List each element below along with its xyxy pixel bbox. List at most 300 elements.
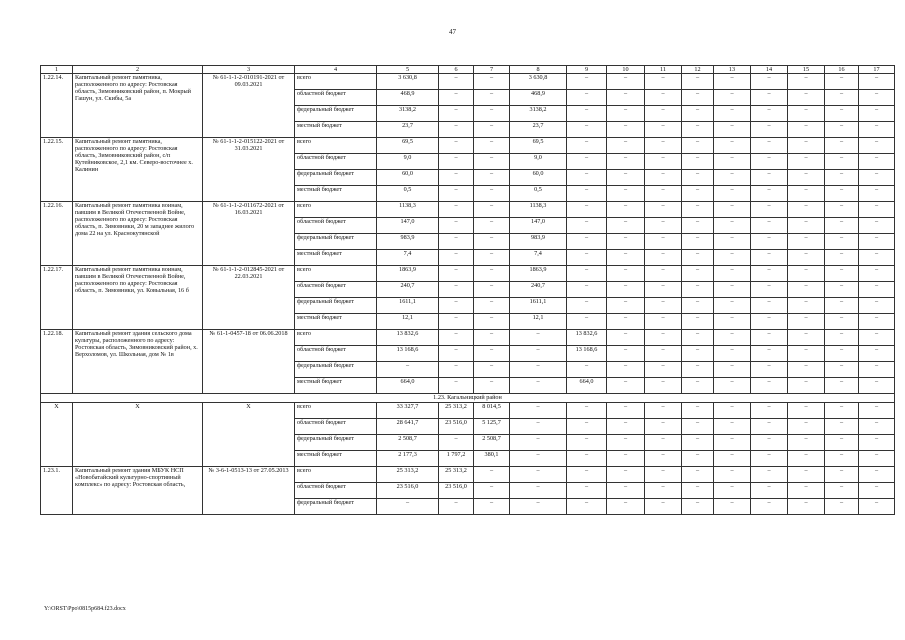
amount-cell: 147,0: [510, 218, 567, 234]
column-number: 4: [295, 66, 377, 74]
amount-cell: –: [751, 170, 788, 186]
amount-cell: –: [567, 122, 607, 138]
amount-cell: –: [567, 154, 607, 170]
amount-cell: –: [645, 403, 682, 419]
amount-cell: 664,0: [377, 378, 439, 394]
funding-source: местный бюджет: [295, 250, 377, 266]
amount-cell: –: [788, 467, 825, 483]
amount-cell: –: [825, 467, 859, 483]
amount-cell: –: [567, 186, 607, 202]
amount-cell: 23 516,0: [377, 483, 439, 499]
amount-cell: –: [439, 202, 474, 218]
funding-source: областной бюджет: [295, 218, 377, 234]
column-number: 15: [788, 66, 825, 74]
amount-cell: –: [682, 499, 714, 515]
amount-cell: –: [567, 138, 607, 154]
amount-cell: 1 797,2: [439, 451, 474, 467]
amount-cell: –: [567, 282, 607, 298]
amount-cell: –: [825, 186, 859, 202]
amount-cell: 25 313,2: [377, 467, 439, 483]
amount-cell: –: [788, 419, 825, 435]
amount-cell: –: [714, 499, 751, 515]
item-number: 1.23.1.: [41, 467, 73, 515]
item-number: 1.22.17.: [41, 266, 73, 330]
amount-cell: –: [714, 314, 751, 330]
amount-cell: –: [825, 403, 859, 419]
amount-cell: –: [859, 419, 895, 435]
amount-cell: 380,1: [474, 451, 510, 467]
column-number-row: [41, 66, 895, 74]
amount-cell: –: [825, 202, 859, 218]
amount-cell: –: [474, 154, 510, 170]
amount-cell: –: [474, 282, 510, 298]
column-number: 13: [714, 66, 751, 74]
amount-cell: –: [714, 90, 751, 106]
amount-cell: –: [439, 435, 474, 451]
document-ref: № 3-6-1-0513-13 от 27.05.2013: [203, 467, 295, 515]
amount-cell: –: [751, 298, 788, 314]
amount-cell: 3 630,8: [510, 74, 567, 90]
amount-cell: –: [825, 362, 859, 378]
amount-cell: –: [714, 154, 751, 170]
column-number: 10: [607, 66, 645, 74]
funding-source: всего: [295, 330, 377, 346]
amount-cell: –: [751, 138, 788, 154]
amount-cell: 0,5: [510, 186, 567, 202]
amount-cell: –: [567, 435, 607, 451]
amount-cell: –: [714, 451, 751, 467]
amount-cell: –: [751, 330, 788, 346]
amount-cell: –: [645, 138, 682, 154]
amount-cell: –: [510, 435, 567, 451]
amount-cell: –: [788, 378, 825, 394]
funding-source: всего: [295, 202, 377, 218]
budget-table: [40, 65, 895, 515]
amount-cell: –: [714, 282, 751, 298]
amount-cell: –: [474, 314, 510, 330]
amount-cell: –: [645, 298, 682, 314]
amount-cell: –: [474, 266, 510, 282]
document-ref: Х: [203, 403, 295, 467]
amount-cell: –: [751, 378, 788, 394]
amount-cell: –: [682, 218, 714, 234]
amount-cell: –: [645, 483, 682, 499]
amount-cell: 2 177,3: [377, 451, 439, 467]
amount-cell: 23,7: [510, 122, 567, 138]
amount-cell: 13 168,6: [567, 346, 607, 362]
amount-cell: –: [645, 346, 682, 362]
amount-cell: 12,1: [510, 314, 567, 330]
amount-cell: –: [859, 467, 895, 483]
table-row: [41, 266, 895, 282]
amount-cell: –: [825, 250, 859, 266]
amount-cell: –: [825, 234, 859, 250]
funding-source: местный бюджет: [295, 186, 377, 202]
column-number: 3: [203, 66, 295, 74]
table-row: [41, 330, 895, 346]
column-number: 8: [510, 66, 567, 74]
amount-cell: –: [859, 250, 895, 266]
amount-cell: 1138,3: [377, 202, 439, 218]
amount-cell: –: [474, 250, 510, 266]
amount-cell: –: [682, 419, 714, 435]
amount-cell: –: [682, 451, 714, 467]
amount-cell: –: [788, 314, 825, 330]
funding-source: федеральный бюджет: [295, 435, 377, 451]
amount-cell: –: [825, 378, 859, 394]
amount-cell: 60,0: [510, 170, 567, 186]
column-number: 2: [73, 66, 203, 74]
amount-cell: 69,5: [510, 138, 567, 154]
object-name: Капитальный ремонт здания сельского дома культуры, расположенного по адресу: Ростовская область, Зимовниковский район, х. Верхоломов, ул. Школьная, дом № 1в: [73, 330, 203, 394]
amount-cell: –: [607, 362, 645, 378]
amount-cell: –: [751, 186, 788, 202]
amount-cell: 5 125,7: [474, 419, 510, 435]
table-row: [41, 467, 895, 483]
amount-cell: –: [607, 186, 645, 202]
amount-cell: –: [645, 202, 682, 218]
amount-cell: –: [859, 378, 895, 394]
amount-cell: 9,0: [510, 154, 567, 170]
amount-cell: –: [751, 362, 788, 378]
amount-cell: –: [510, 483, 567, 499]
amount-cell: –: [682, 467, 714, 483]
table-row: [41, 202, 895, 218]
amount-cell: –: [751, 74, 788, 90]
amount-cell: –: [714, 467, 751, 483]
amount-cell: –: [825, 314, 859, 330]
amount-cell: –: [859, 122, 895, 138]
table-row: [41, 138, 895, 154]
amount-cell: –: [788, 90, 825, 106]
amount-cell: –: [607, 266, 645, 282]
amount-cell: –: [859, 362, 895, 378]
object-name: Х: [73, 403, 203, 467]
amount-cell: –: [714, 218, 751, 234]
amount-cell: –: [510, 467, 567, 483]
funding-source: федеральный бюджет: [295, 170, 377, 186]
amount-cell: –: [645, 362, 682, 378]
amount-cell: –: [825, 266, 859, 282]
amount-cell: –: [751, 435, 788, 451]
amount-cell: –: [859, 234, 895, 250]
amount-cell: –: [567, 234, 607, 250]
amount-cell: –: [645, 314, 682, 330]
amount-cell: –: [714, 250, 751, 266]
item-number: 1.22.14.: [41, 74, 73, 138]
amount-cell: –: [439, 282, 474, 298]
amount-cell: –: [645, 435, 682, 451]
amount-cell: –: [751, 106, 788, 122]
amount-cell: –: [788, 266, 825, 282]
amount-cell: –: [859, 435, 895, 451]
file-path-footer: Y:\ORST\Ppo\0815p684.f23.docx: [44, 606, 126, 612]
amount-cell: –: [682, 314, 714, 330]
amount-cell: –: [788, 170, 825, 186]
column-number: 6: [439, 66, 474, 74]
amount-cell: –: [567, 403, 607, 419]
amount-cell: –: [788, 186, 825, 202]
amount-cell: –: [859, 170, 895, 186]
amount-cell: –: [714, 346, 751, 362]
column-number: 5: [377, 66, 439, 74]
amount-cell: 3138,2: [377, 106, 439, 122]
amount-cell: –: [607, 451, 645, 467]
amount-cell: 3 630,8: [377, 74, 439, 90]
amount-cell: –: [825, 346, 859, 362]
amount-cell: –: [714, 330, 751, 346]
amount-cell: –: [682, 346, 714, 362]
amount-cell: 23,7: [377, 122, 439, 138]
amount-cell: –: [788, 362, 825, 378]
amount-cell: –: [714, 106, 751, 122]
amount-cell: –: [474, 106, 510, 122]
district-header-row: [41, 394, 895, 403]
amount-cell: –: [859, 90, 895, 106]
amount-cell: –: [825, 218, 859, 234]
column-number: 16: [825, 66, 859, 74]
amount-cell: –: [788, 250, 825, 266]
amount-cell: –: [439, 218, 474, 234]
amount-cell: –: [439, 330, 474, 346]
amount-cell: 8 014,5: [474, 403, 510, 419]
amount-cell: –: [682, 298, 714, 314]
funding-source: федеральный бюджет: [295, 298, 377, 314]
amount-cell: 7,4: [510, 250, 567, 266]
amount-cell: –: [788, 122, 825, 138]
amount-cell: –: [825, 154, 859, 170]
amount-cell: –: [682, 106, 714, 122]
amount-cell: –: [859, 346, 895, 362]
amount-cell: –: [859, 186, 895, 202]
amount-cell: –: [567, 90, 607, 106]
amount-cell: –: [567, 250, 607, 266]
amount-cell: –: [474, 378, 510, 394]
funding-source: областной бюджет: [295, 419, 377, 435]
amount-cell: –: [825, 419, 859, 435]
amount-cell: –: [607, 378, 645, 394]
amount-cell: –: [682, 90, 714, 106]
amount-cell: –: [751, 202, 788, 218]
amount-cell: –: [567, 298, 607, 314]
object-name: Капитальный ремонт памятника, расположенного по адресу: Ростовская область, Зимовниковский район, с/п Кутейниковское, 2,1 км. Северо-восточнее х. Калинин: [73, 138, 203, 202]
amount-cell: –: [714, 403, 751, 419]
amount-cell: –: [645, 499, 682, 515]
amount-cell: –: [439, 298, 474, 314]
amount-cell: –: [751, 346, 788, 362]
amount-cell: 3138,2: [510, 106, 567, 122]
amount-cell: –: [825, 74, 859, 90]
amount-cell: –: [714, 266, 751, 282]
amount-cell: –: [714, 186, 751, 202]
item-number: 1.22.18.: [41, 330, 73, 394]
amount-cell: –: [607, 154, 645, 170]
amount-cell: –: [567, 451, 607, 467]
amount-cell: –: [607, 138, 645, 154]
amount-cell: 7,4: [377, 250, 439, 266]
amount-cell: 12,1: [377, 314, 439, 330]
amount-cell: –: [682, 282, 714, 298]
amount-cell: –: [859, 298, 895, 314]
amount-cell: –: [859, 266, 895, 282]
amount-cell: –: [751, 403, 788, 419]
amount-cell: –: [645, 467, 682, 483]
amount-cell: –: [714, 362, 751, 378]
amount-cell: –: [510, 346, 567, 362]
document-ref: № 61-1-1-2-012845-2021 от 22.03.2021: [203, 266, 295, 330]
column-number: 14: [751, 66, 788, 74]
amount-cell: –: [607, 74, 645, 90]
amount-cell: –: [474, 186, 510, 202]
amount-cell: –: [714, 170, 751, 186]
amount-cell: –: [474, 499, 510, 515]
amount-cell: –: [788, 330, 825, 346]
item-number: Х: [41, 403, 73, 467]
amount-cell: –: [510, 419, 567, 435]
amount-cell: 23 516,0: [439, 419, 474, 435]
amount-cell: –: [607, 419, 645, 435]
amount-cell: –: [645, 186, 682, 202]
amount-cell: –: [510, 403, 567, 419]
column-number: 12: [682, 66, 714, 74]
amount-cell: –: [788, 154, 825, 170]
amount-cell: –: [714, 234, 751, 250]
amount-cell: –: [645, 419, 682, 435]
amount-cell: –: [825, 138, 859, 154]
amount-cell: –: [474, 234, 510, 250]
amount-cell: –: [714, 483, 751, 499]
amount-cell: –: [607, 435, 645, 451]
amount-cell: 983,9: [377, 234, 439, 250]
amount-cell: –: [859, 499, 895, 515]
amount-cell: –: [682, 403, 714, 419]
amount-cell: –: [567, 483, 607, 499]
amount-cell: –: [474, 330, 510, 346]
amount-cell: –: [682, 170, 714, 186]
amount-cell: –: [859, 330, 895, 346]
amount-cell: –: [682, 234, 714, 250]
amount-cell: 28 641,7: [377, 419, 439, 435]
amount-cell: 1863,9: [377, 266, 439, 282]
funding-source: федеральный бюджет: [295, 362, 377, 378]
amount-cell: –: [859, 483, 895, 499]
amount-cell: –: [714, 138, 751, 154]
amount-cell: –: [788, 483, 825, 499]
amount-cell: –: [439, 154, 474, 170]
object-name: Капитальный ремонт памятника воинам, павшим в Великой Отечественной Войне, расположенного по адресу: Ростовская область, п. Зимовники, 20 м западнее жилого дома 22 на ул. Краснокутянской: [73, 202, 203, 266]
funding-source: всего: [295, 403, 377, 419]
amount-cell: –: [439, 74, 474, 90]
amount-cell: –: [682, 330, 714, 346]
amount-cell: –: [474, 122, 510, 138]
amount-cell: 1611,1: [510, 298, 567, 314]
amount-cell: –: [788, 106, 825, 122]
amount-cell: –: [825, 499, 859, 515]
amount-cell: –: [859, 218, 895, 234]
amount-cell: –: [474, 218, 510, 234]
amount-cell: 23 516,0: [439, 483, 474, 499]
amount-cell: –: [607, 499, 645, 515]
amount-cell: –: [607, 202, 645, 218]
column-number: 17: [859, 66, 895, 74]
funding-source: областной бюджет: [295, 282, 377, 298]
amount-cell: –: [439, 314, 474, 330]
amount-cell: –: [825, 435, 859, 451]
amount-cell: 468,9: [377, 90, 439, 106]
amount-cell: –: [714, 378, 751, 394]
amount-cell: –: [682, 202, 714, 218]
amount-cell: –: [751, 154, 788, 170]
amount-cell: –: [825, 170, 859, 186]
amount-cell: –: [825, 298, 859, 314]
amount-cell: –: [567, 266, 607, 282]
amount-cell: –: [682, 122, 714, 138]
funding-source: местный бюджет: [295, 451, 377, 467]
amount-cell: –: [788, 346, 825, 362]
amount-cell: –: [751, 234, 788, 250]
amount-cell: –: [682, 362, 714, 378]
amount-cell: –: [439, 378, 474, 394]
amount-cell: 1138,3: [510, 202, 567, 218]
funding-source: областной бюджет: [295, 346, 377, 362]
item-number: 1.22.16.: [41, 202, 73, 266]
amount-cell: –: [607, 314, 645, 330]
amount-cell: –: [607, 250, 645, 266]
amount-cell: –: [510, 451, 567, 467]
amount-cell: –: [439, 234, 474, 250]
amount-cell: –: [510, 330, 567, 346]
funding-source: федеральный бюджет: [295, 234, 377, 250]
amount-cell: –: [645, 74, 682, 90]
amount-cell: –: [567, 467, 607, 483]
amount-cell: –: [682, 186, 714, 202]
amount-cell: 13 832,6: [377, 330, 439, 346]
amount-cell: –: [607, 467, 645, 483]
amount-cell: 0,5: [377, 186, 439, 202]
amount-cell: 13 168,6: [377, 346, 439, 362]
amount-cell: –: [645, 250, 682, 266]
amount-cell: –: [682, 378, 714, 394]
amount-cell: –: [567, 202, 607, 218]
amount-cell: –: [474, 362, 510, 378]
amount-cell: –: [439, 186, 474, 202]
amount-cell: –: [751, 122, 788, 138]
amount-cell: –: [607, 234, 645, 250]
amount-cell: –: [645, 122, 682, 138]
amount-cell: –: [751, 467, 788, 483]
amount-cell: –: [825, 330, 859, 346]
amount-cell: –: [567, 499, 607, 515]
amount-cell: –: [859, 106, 895, 122]
amount-cell: –: [645, 282, 682, 298]
column-number: 11: [645, 66, 682, 74]
amount-cell: –: [714, 122, 751, 138]
amount-cell: –: [474, 170, 510, 186]
amount-cell: –: [751, 483, 788, 499]
column-number: 9: [567, 66, 607, 74]
amount-cell: –: [377, 362, 439, 378]
amount-cell: –: [439, 122, 474, 138]
amount-cell: –: [682, 154, 714, 170]
amount-cell: –: [567, 170, 607, 186]
amount-cell: 468,9: [510, 90, 567, 106]
amount-cell: –: [645, 154, 682, 170]
amount-cell: –: [788, 138, 825, 154]
district-title: 1.23. Кагальницкий район: [41, 394, 895, 403]
funding-source: федеральный бюджет: [295, 499, 377, 515]
amount-cell: –: [751, 282, 788, 298]
amount-cell: –: [474, 298, 510, 314]
